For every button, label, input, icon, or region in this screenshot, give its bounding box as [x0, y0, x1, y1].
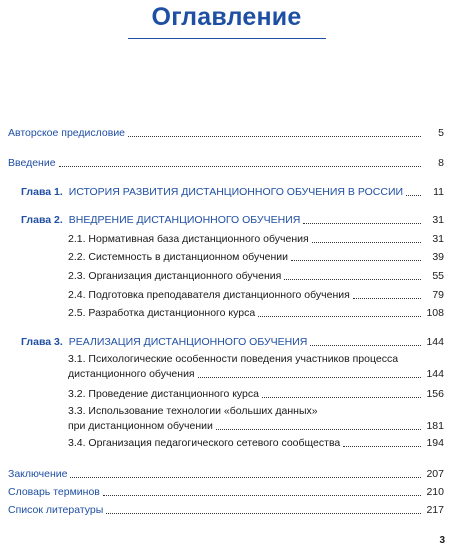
leader-dots	[59, 166, 421, 167]
leader-dots	[343, 446, 421, 447]
toc-page: 11	[433, 186, 444, 198]
toc-page: 144	[426, 368, 444, 380]
toc-entry-2-4[interactable]	[68, 286, 444, 302]
toc-label: Авторское предисловие	[8, 127, 126, 139]
title-underline	[128, 38, 326, 39]
toc-page: 181	[426, 420, 444, 432]
toc-entry-2-1[interactable]	[68, 230, 444, 246]
toc-page: 79	[432, 289, 444, 301]
toc-page: 31	[432, 214, 444, 226]
toc-entry-2-2[interactable]	[68, 248, 444, 264]
toc-page: 5	[438, 127, 444, 139]
toc-entry-3-3-first-line: 3.3. Использование технологии «больших данных»	[68, 405, 318, 417]
toc-label: дистанционного обучения	[68, 368, 195, 380]
toc-entry-chapter-2[interactable]	[21, 211, 444, 227]
toc-entry-3-2[interactable]	[68, 385, 444, 401]
leader-dots	[103, 495, 421, 496]
leader-dots	[128, 136, 421, 137]
toc-page: 108	[426, 307, 444, 319]
toc-page: 217	[426, 504, 444, 516]
toc-page: 144	[426, 336, 444, 348]
toc-page: 31	[432, 233, 444, 245]
toc-entry-3-1-first-line: 3.1. Психологические особенности поведения участников процесса	[68, 353, 399, 365]
toc-label: РЕАЛИЗАЦИЯ ДИСТАНЦИОННОГО ОБУЧЕНИЯ	[68, 336, 308, 348]
leader-dots	[312, 242, 421, 243]
toc-entry-3-3[interactable]	[68, 417, 444, 433]
toc-label: 3.4. Организация педагогического сетевого сообщества	[68, 437, 341, 449]
toc-label: 2.3. Организация дистанционного обучения	[68, 270, 282, 282]
toc-label: ИСТОРИЯ РАЗВИТИЯ ДИСТАНЦИОННОГО ОБУЧЕНИЯ В РОССИИ	[68, 186, 404, 198]
leader-dots	[70, 477, 421, 478]
leader-dots	[198, 377, 421, 378]
toc-label: Заключение	[8, 468, 68, 480]
toc-entry-2-3[interactable]	[68, 267, 444, 283]
toc-page: 194	[426, 437, 444, 449]
toc-label: Список литературы	[8, 504, 104, 516]
toc-label: Введение	[8, 157, 56, 169]
leader-dots	[258, 316, 421, 317]
toc-label: 3.2. Проведение дистанционного курса	[68, 388, 259, 400]
leader-dots	[284, 279, 421, 280]
toc-label: 2.5. Разработка дистанционного курса	[68, 307, 256, 319]
toc-page: 39	[432, 251, 444, 263]
page-title: Оглавление	[151, 3, 302, 31]
leader-dots	[106, 513, 421, 514]
leader-dots	[310, 345, 421, 346]
chapter-number: Глава 3.	[21, 336, 63, 348]
toc-entry-2-5[interactable]	[68, 304, 444, 320]
toc-entry-conclusion[interactable]	[8, 465, 444, 481]
toc-entry-chapter-3[interactable]	[21, 333, 444, 349]
leader-dots	[353, 298, 421, 299]
toc-entry-preface[interactable]	[8, 124, 444, 140]
leader-dots	[303, 223, 421, 224]
page-number: 3	[439, 535, 445, 546]
leader-dots	[406, 195, 421, 196]
toc-entry-chapter-1[interactable]	[21, 183, 444, 199]
toc-page: 156	[426, 388, 444, 400]
toc-label: при дистанционном обучении	[68, 420, 213, 432]
leader-dots	[291, 260, 421, 261]
toc-label: ВНЕДРЕНИЕ ДИСТАНЦИОННОГО ОБУЧЕНИЯ	[68, 214, 301, 226]
toc-label: 2.1. Нормативная база дистанционного обучения	[68, 233, 309, 245]
toc-entry-3-1[interactable]	[68, 365, 444, 381]
chapter-number: Глава 2.	[21, 214, 63, 226]
toc-page: 55	[432, 270, 444, 282]
toc-label: 2.4. Подготовка преподавателя дистанционного обучения	[68, 289, 350, 301]
chapter-number: Глава 1.	[21, 186, 63, 198]
toc-page: 207	[426, 468, 444, 480]
toc-page: 8	[438, 157, 444, 169]
toc-entry-glossary[interactable]	[8, 483, 444, 499]
toc-page: 210	[426, 486, 444, 498]
toc-entry-3-4[interactable]	[68, 434, 444, 450]
toc-entry-intro[interactable]	[8, 154, 444, 170]
toc-label: 2.2. Системность в дистанционном обучении	[68, 251, 289, 263]
leader-dots	[262, 397, 421, 398]
toc-label: Словарь терминов	[8, 486, 100, 498]
leader-dots	[216, 429, 421, 430]
toc-entry-references[interactable]	[8, 501, 444, 517]
